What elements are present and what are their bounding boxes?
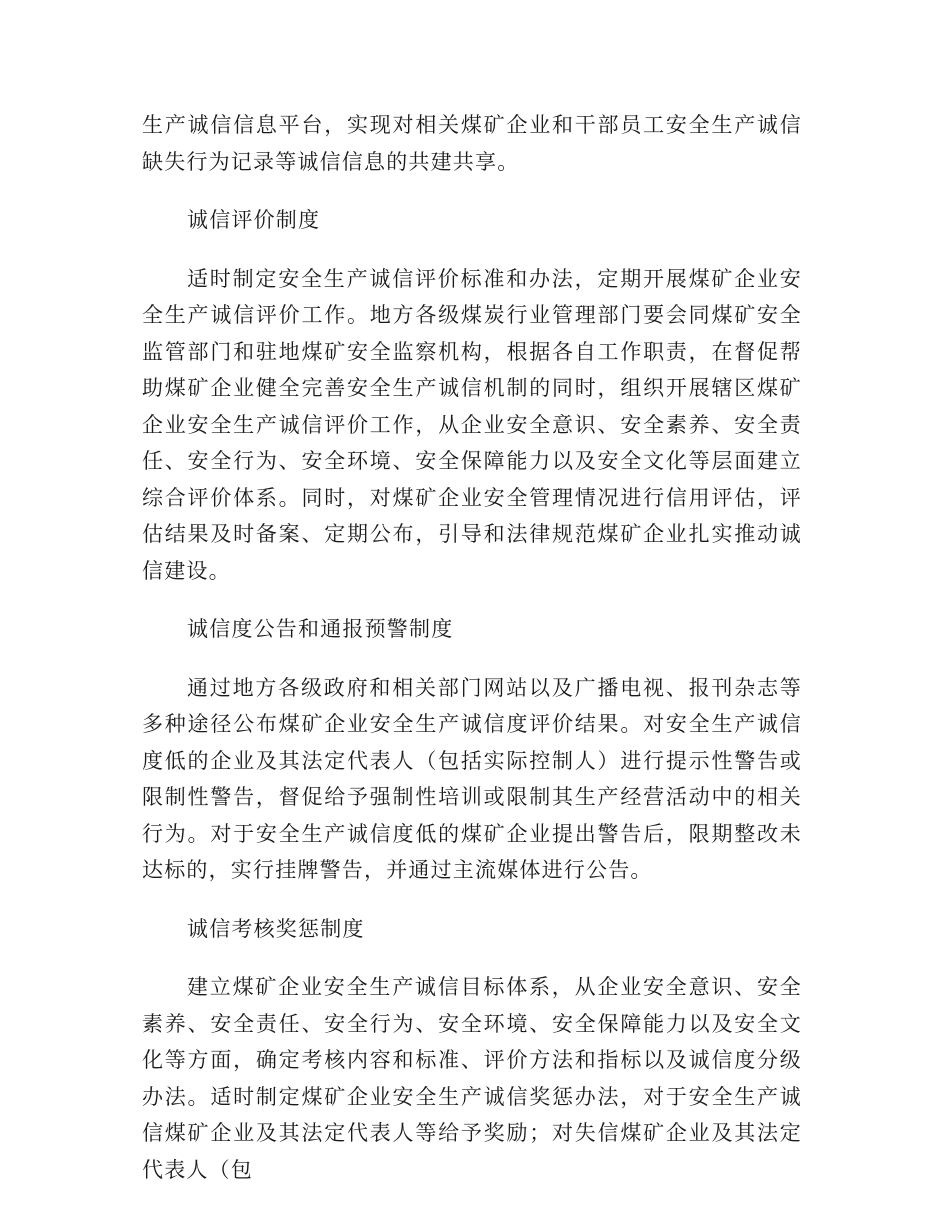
paragraph-announcement-warning: 通过地方各级政府和相关部门网站以及广播电视、报刊杂志等多种途径公布煤矿企业安全生产诚信度评价结果。对安全生产诚信度低的企业及其法定代表人（包括实际控制人）进行提示性警告或限制性警告，督促给予强制性培训或限制其生产经营活动中的相关行为。对于安全生产诚信度低的煤矿企业提出警告后，限期整改未达标的，实行挂牌警告，并通过主流媒体进行公告。 <box>142 675 802 882</box>
section-heading-credit-evaluation: 诚信评价制度 <box>187 208 321 232</box>
paragraph-credit-evaluation: 适时制定安全生产诚信评价标准和办法，定期开展煤矿企业安全生产诚信评价工作。地方各级煤炭行业管理部门要会同煤矿安全监管部门和驻地煤矿安全监察机构，根据各自工作职责，在督促帮助煤矿企业健全完善安全生产诚信机制的同时，组织开展辖区煤矿企业安全生产诚信评价工作，从企业安全意识、安全素养、安全责任、安全行为、安全环境、安全保障能力以及安全文化等层面建立综合评价体系。同时，对煤矿企业安全管理情况进行信用评估，评估结果及时备案、定期公布，引导和法律规范煤矿企业扎实推动诚信建设。 <box>142 266 802 583</box>
section-heading-announcement-warning: 诚信度公告和通报预警制度 <box>187 617 454 641</box>
paragraph-assessment-rewards: 建立煤矿企业安全生产诚信目标体系，从企业安全意识、安全素养、安全责任、安全行为、安全环境、安全保障能力以及安全文化等方面，确定考核内容和标准、评价方法和指标以及诚信度分级办法。适时制定煤矿企业安全生产诚信奖惩办法，对于安全生产诚信煤矿企业及其法定代表人等给予奖励；对失信煤矿企业及其法定代表人（包 <box>142 975 802 1182</box>
paragraph-continuation: 生产诚信信息平台，实现对相关煤矿企业和干部员工安全生产诚信缺失行为记录等诚信信息的共建共享。 <box>142 113 802 174</box>
document-body <box>142 107 802 1210</box>
section-heading-assessment-rewards: 诚信考核奖惩制度 <box>187 916 365 941</box>
